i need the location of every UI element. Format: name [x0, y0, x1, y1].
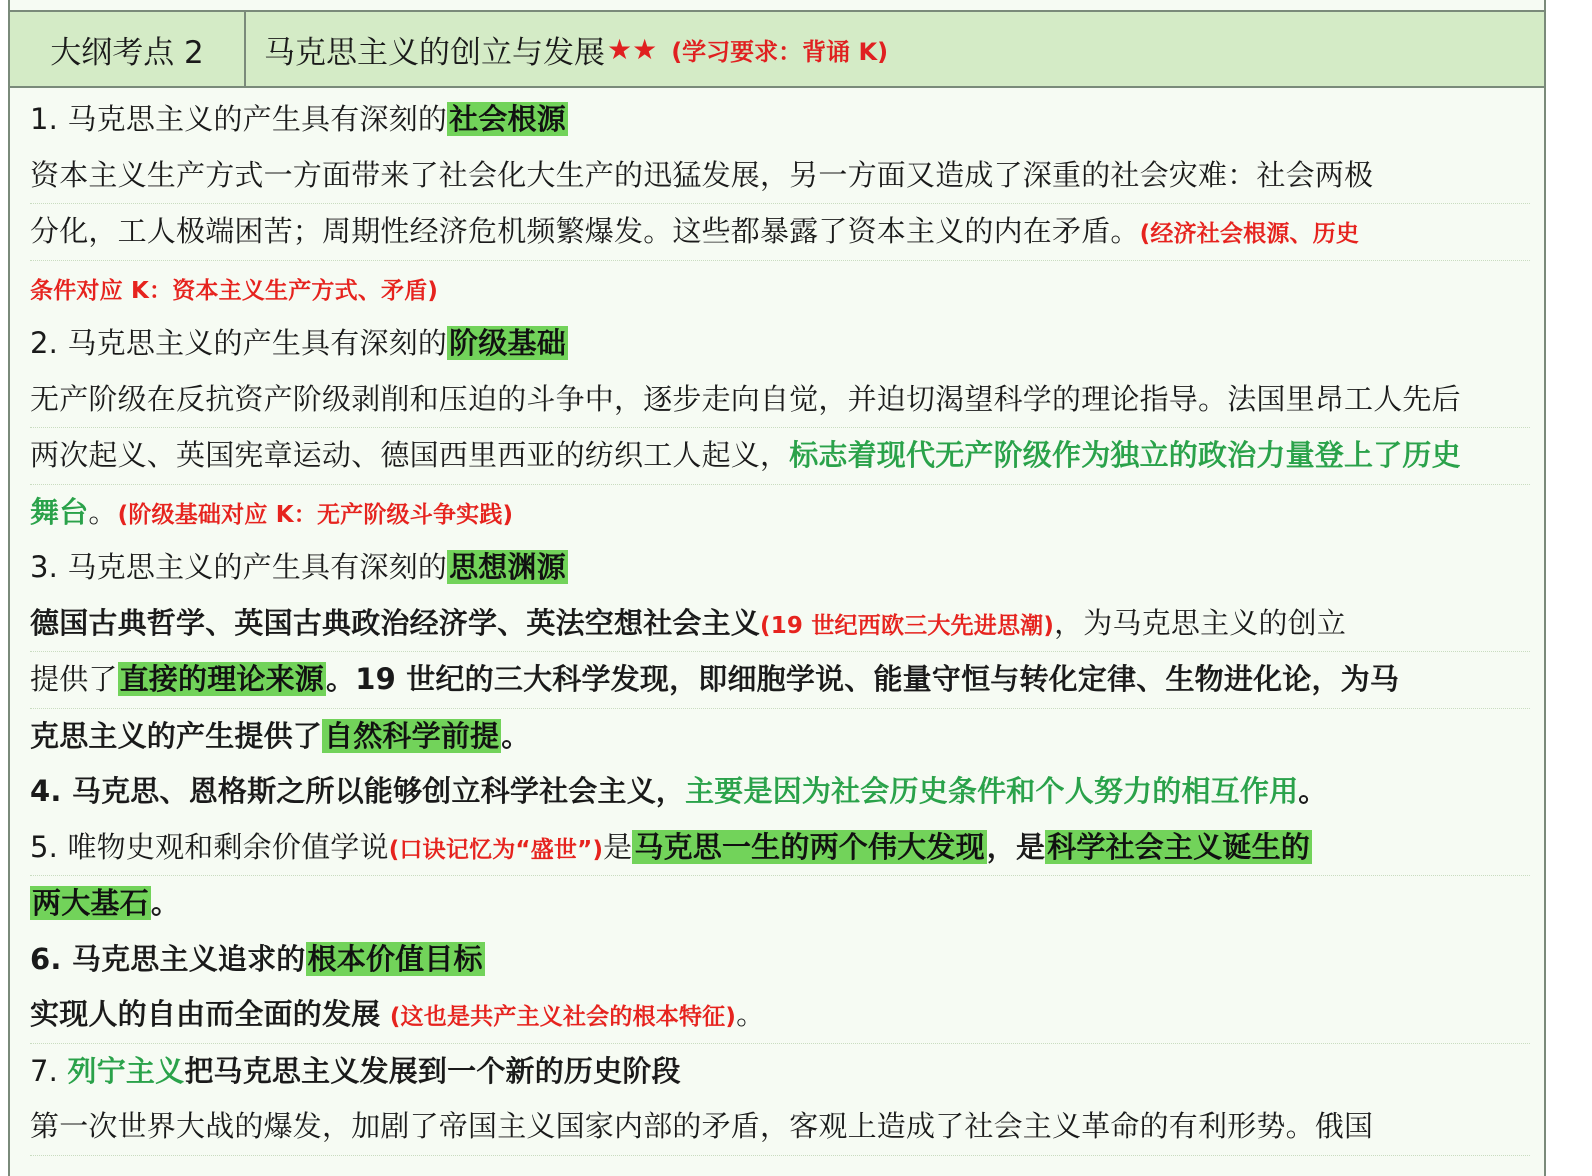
text-line — [30, 261, 1530, 317]
text-line — [30, 652, 1530, 709]
body-text: 第一次世界大战的爆发，加剧了帝国主义国家内部的矛盾，客观上造成了社会主义革命的有利形势。俄国 — [30, 1109, 1374, 1143]
point-heading: 2. 马克思主义的产生具有深刻的 — [30, 326, 448, 360]
highlight-keyword: 科学社会主义诞生的 — [1047, 829, 1310, 864]
section-title: 马克思主义的创立与发展 — [264, 34, 605, 71]
text-line — [30, 764, 1530, 820]
outline-table — [8, 0, 1546, 1176]
punctuation: 。 — [88, 494, 118, 529]
green-emphasis: 主要是因为社会历史条件和个人努力的相互作用 — [685, 774, 1299, 808]
text-line — [30, 148, 1530, 205]
point-heading: 把马克思主义发展到一个新的历史阶段 — [184, 1053, 681, 1088]
body-text: 是 — [603, 829, 633, 864]
text-line — [30, 428, 1530, 485]
body-text: 无产阶级在反抗资产阶级剥削和压迫的斗争中，逐步走向自觉，并迫切渴望科学的理论指导。法国里昂工人先后 — [30, 381, 1461, 416]
red-note: 条件对应 K：资本主义生产方式、矛盾) — [30, 277, 439, 304]
red-note: (19 世纪西欧三大先进思潮) — [760, 612, 1055, 639]
text-line — [30, 876, 1530, 932]
green-emphasis: 列宁主义 — [67, 1053, 185, 1088]
red-note: (口诀记忆为“盛世”) — [388, 836, 604, 863]
text-line — [30, 987, 1530, 1044]
text-line — [30, 316, 1530, 372]
body-text: 两次起义、英国宪章运动、德国西里西亚的纺织工人起义， — [30, 438, 790, 472]
text-line — [30, 709, 1530, 765]
text-line — [30, 932, 1530, 988]
content-body — [30, 92, 1530, 1156]
punctuation: 。 — [501, 718, 531, 753]
body-text: 提供了 — [30, 662, 118, 696]
body-text: ，为马克思主义的创立 — [1054, 605, 1347, 640]
text-line — [30, 1099, 1530, 1156]
punctuation: 。 — [150, 886, 181, 920]
table-header — [10, 10, 1544, 88]
text-line — [30, 1044, 1530, 1100]
body-text: 分化，工人极端困苦；周期性经济危机频繁爆发。这些都暴露了资本主义的内在矛盾。 — [30, 214, 1140, 248]
text-line — [30, 204, 1530, 261]
text-line — [30, 596, 1530, 653]
point-heading: 6. 马克思主义追求的 — [30, 941, 306, 976]
highlight-keyword: 马克思一生的两个伟大发现 — [634, 829, 985, 864]
highlight-keyword: 直接的理论来源 — [119, 662, 325, 696]
importance-stars: ★★ — [607, 32, 658, 66]
punctuation: 。 — [736, 997, 766, 1031]
bold-text: ，是 — [986, 829, 1046, 864]
highlight-keyword: 阶级基础 — [449, 326, 566, 360]
outline-point-label: 大纲考点 2 — [10, 12, 246, 86]
highlight-keyword: 两大基石 — [32, 886, 149, 920]
red-note: (这也是共产主义社会的根本特征) — [389, 1004, 737, 1030]
point-heading: 3. 马克思主义的产生具有深刻的 — [30, 550, 448, 584]
bold-text: 实现人的自由而全面的发展 — [30, 997, 381, 1031]
highlight-keyword: 思想渊源 — [449, 550, 566, 584]
green-emphasis: 标志着现代无产阶级作为独立的政治力量登上了历史 — [789, 438, 1461, 472]
bold-text: 德国古典哲学、英国古典政治经济学、英法空想社会主义 — [30, 605, 761, 640]
punctuation: 。 — [1298, 774, 1328, 808]
point-heading: 5. 唯物史观和剩余价值学说 — [30, 829, 389, 864]
green-emphasis: 舞台 — [30, 494, 89, 529]
bold-text: 。19 世纪的三大科学发现，即细胞学说、能量守恒与转化定律、生物进化论，为马 — [326, 662, 1400, 696]
text-line — [30, 372, 1530, 429]
body-text: 资本主义生产方式一方面带来了社会化大生产的迅猛发展，另一方面又造成了深重的社会灾难：社会两极 — [30, 157, 1374, 192]
study-requirement: (学习要求：背诵 K) — [671, 37, 889, 66]
bold-text: 克思主义的产生提供了 — [30, 718, 323, 753]
section-title-cell — [246, 12, 1544, 86]
text-line — [30, 820, 1530, 877]
point-number: 7. — [30, 1053, 68, 1088]
text-line — [30, 485, 1530, 541]
red-note: (阶级基础对应 K：无产阶级斗争实践) — [117, 501, 514, 528]
point-heading: 4. 马克思、恩格斯之所以能够创立科学社会主义， — [30, 774, 686, 808]
text-line — [30, 92, 1530, 148]
text-line — [30, 540, 1530, 596]
highlight-keyword: 根本价值目标 — [307, 941, 483, 976]
point-heading: 1. 马克思主义的产生具有深刻的 — [30, 102, 448, 136]
highlight-keyword: 自然科学前提 — [324, 718, 500, 753]
red-note: (经济社会根源、历史 — [1139, 221, 1360, 247]
highlight-keyword: 社会根源 — [449, 102, 566, 136]
